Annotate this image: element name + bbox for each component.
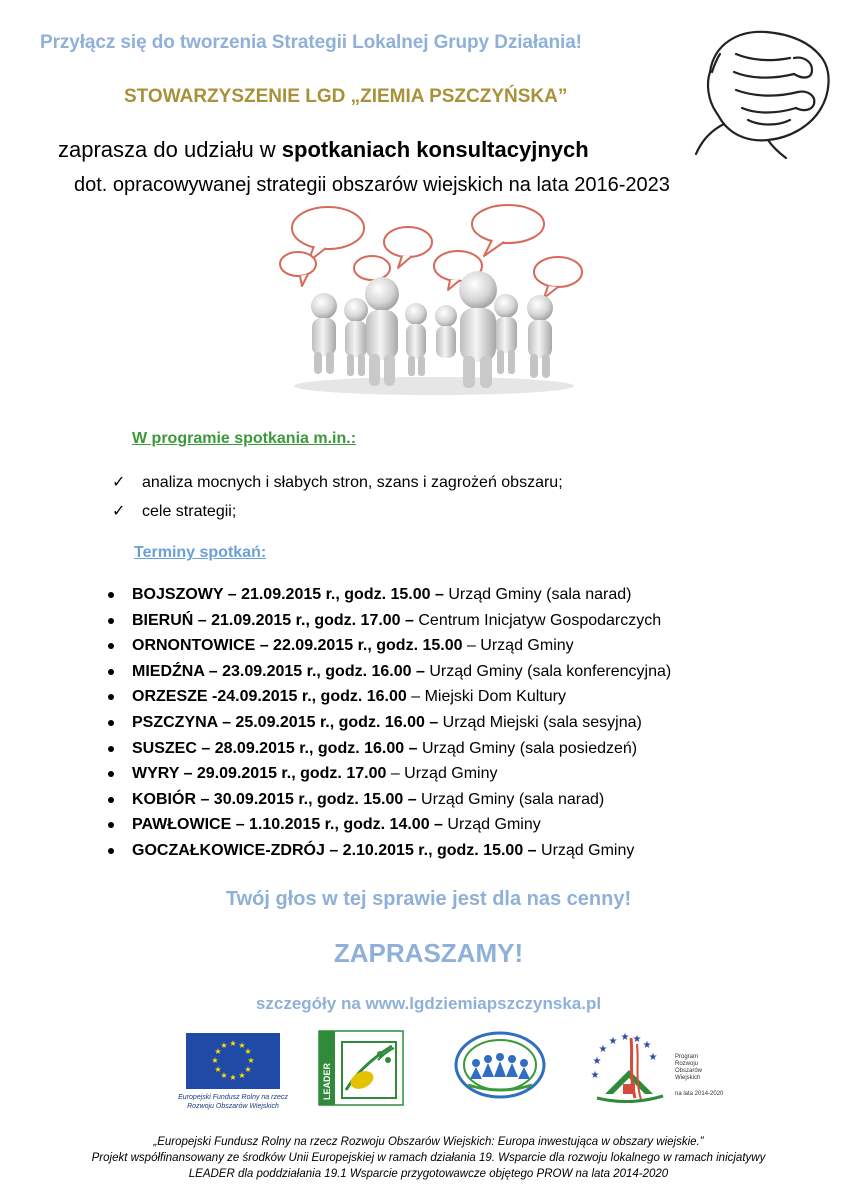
svg-text:★: ★ [620,1032,630,1043]
meeting-date: PSZCZYNA – 25.09.2015 r., godz. 16.00 – [132,713,443,731]
invite-bold: spotkaniach konsultacyjnych [281,137,589,162]
meeting-item [105,635,671,661]
svg-text:★: ★ [220,1071,228,1080]
svg-text:★: ★ [642,1040,652,1051]
svg-text:★: ★ [214,1065,222,1074]
meeting-date: MIEDŹNA – 23.09.2015 r., godz. 16.00 – [132,662,430,680]
bullet-icon [108,822,114,828]
meeting-date: ORNONTOWICE – 22.09.2015 r., godz. 15.00 [132,637,467,655]
meeting-item [105,789,671,815]
bullet-icon [108,592,114,598]
check-icon: ✓ [112,503,126,520]
meeting-item [105,610,671,636]
check-icon: ✓ [112,474,126,491]
svg-text:★: ★ [220,1041,228,1050]
footer-line-2: Projekt współfinansowany ze środków Unii Europejskiej w ramach działania 19. Wsparcie dla rozwoju lokalnego w ramach inicjatywy [91,1152,766,1164]
organization-name: STOWARZYSZENIE LGD „ZIEMIA PSZCZYŃSKA” [124,86,568,107]
meeting-item [105,661,671,687]
eu-logo [178,1033,288,1117]
svg-text:★: ★ [590,1070,600,1081]
program-item-text: analiza mocnych i słabych stron, szans i zagrożeń obszaru; [142,474,563,491]
leader-text: LEADER [322,1062,332,1100]
meeting-item [105,738,671,764]
meeting-place: Urząd Gminy (sala konferencyjna) [429,662,672,680]
svg-text:★: ★ [598,1044,608,1055]
people-speech-bubbles-illustration [278,204,590,396]
meetings-heading: Terminy spotkań: [134,544,267,561]
meeting-date: ORZESZE -24.09.2015 r., godz. 16.00 [132,688,412,706]
svg-text:★: ★ [211,1056,219,1065]
prow-logo [583,1028,724,1106]
meeting-date: GOCZAŁKOWICE-ZDRÓJ – 2.10.2015 r., godz. 15.00 – [132,841,542,859]
meetings-list [105,584,671,866]
lgd-ziemia-pszczynska-logo [454,1031,546,1099]
program-item [112,472,563,492]
program-heading: W programie spotkania m.in.: [132,430,357,447]
bullet-icon [108,669,114,675]
meeting-place: Urząd Gminy (sala posiedzeń) [421,739,638,757]
meeting-item [105,814,671,840]
svg-text:★: ★ [214,1047,222,1056]
invite-line [58,137,589,163]
pointing-hand-icon [690,14,838,160]
svg-text:★: ★ [247,1056,255,1065]
invite-caps: ZAPRASZAMY! [333,938,524,968]
meeting-date: PAWŁOWICE – 1.10.2015 r., godz. 14.00 – [132,816,448,834]
program-item-text: cele strategii; [142,503,237,520]
bullet-icon [108,797,114,803]
svg-text:★: ★ [229,1039,237,1048]
meeting-place: – Urząd Gminy [466,637,574,655]
eu-stars-icon [186,1033,280,1089]
meeting-place: Urząd Gminy [447,816,541,834]
svg-text:★: ★ [632,1034,642,1045]
prow-text: Program Rozwoju Obszarów Wiejskich [675,1054,703,1081]
subtitle-line: dot. opracowywanej strategii obszarów wiejskich na lata 2016-2023 [74,174,670,196]
meeting-date: WYRY – 29.09.2015 r., godz. 17.00 [132,765,391,783]
svg-text:★: ★ [238,1071,246,1080]
bullet-icon [108,720,114,726]
svg-text:★: ★ [608,1036,618,1047]
meeting-date: KOBIÓR – 30.09.2015 r., godz. 15.00 – [132,790,422,808]
bullet-icon [108,848,114,854]
meeting-place: Urząd Gminy (sala narad) [448,586,632,603]
meeting-item [105,763,671,789]
eu-flag-icon [186,1033,280,1089]
meeting-place: Centrum Inicjatyw Gospodarczych [418,611,662,629]
svg-text:★: ★ [244,1047,252,1056]
meeting-item [105,686,671,712]
bullet-icon [108,643,114,649]
svg-text:★: ★ [244,1065,252,1074]
header-title: Przyłącz się do tworzenia Strategii Lokalnej Grupy Działania! [40,32,582,53]
footer [0,1134,857,1182]
details-link[interactable]: szczegóły na www.lgdziemiapszczynska.pl [255,994,602,1013]
meeting-place: Urząd Miejski (sala sesyjna) [442,713,642,731]
svg-text:★: ★ [229,1073,237,1082]
program-item [112,501,236,521]
meeting-item [105,840,671,866]
invite-prefix: zaprasza do udziału w [58,137,282,162]
meeting-date: SUSZEC – 28.09.2015 r., godz. 16.00 – [132,739,422,757]
footer-line-3: LEADER dla poddziałania 19.1 Wsparcie przygotowawcze objętego PROW na lata 2014-2020 [188,1168,669,1180]
bullet-icon [108,771,114,777]
leader-logo [318,1030,404,1106]
svg-text:★: ★ [592,1056,602,1067]
meeting-place: – Urząd Gminy [390,765,498,783]
prow-years: na lata 2014-2020 [675,1091,724,1097]
voice-text: Twój głos w tej sprawie jest dla nas cenny! [225,888,632,910]
footer-line-1: „Europejski Fundusz Rolny na rzecz Rozwoju Obszarów Wiejskich: Europa inwestująca w obszary wiejskie.” [153,1136,704,1148]
eu-caption: Europejski Fundusz Rolny na rzecz Rozwoju Obszarów Wiejskich [178,1094,288,1110]
meeting-date: BOJSZOWY – 21.09.2015 r., godz. 15.00 – [132,586,449,603]
bullet-icon [108,694,114,700]
bullet-icon [108,746,114,752]
meeting-item [105,712,671,738]
svg-text:★: ★ [648,1052,658,1063]
prow-emblem-icon [583,1028,675,1106]
meeting-date: BIERUŃ – 21.09.2015 r., godz. 17.00 – [132,611,419,629]
svg-text:★: ★ [238,1041,246,1050]
bullet-icon [108,618,114,624]
meeting-place: Urząd Gminy (sala narad) [421,790,605,808]
meeting-place: Urząd Gminy [541,841,635,859]
meeting-item [105,584,671,610]
meeting-place: – Miejski Dom Kultury [411,688,566,706]
